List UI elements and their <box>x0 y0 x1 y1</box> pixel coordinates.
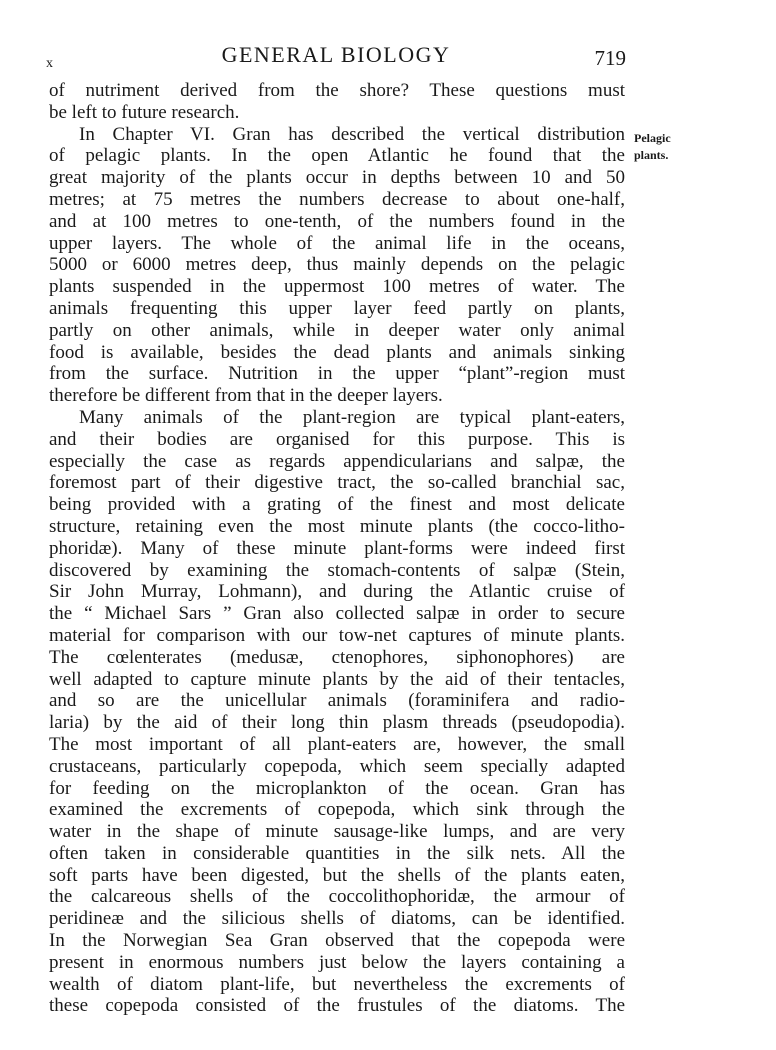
text-line: Many animals of the plant-region are typical plant-eaters, <box>79 406 625 428</box>
text-line: phoridæ). Many of these minute plant-forms were indeed first <box>49 537 625 559</box>
text-line: food is available, besides the dead plants and animals sinking <box>49 341 625 363</box>
text-line: plants suspended in the uppermost 100 metres of water. The <box>49 276 625 298</box>
text-line: material for comparison with our tow-net captures of minute plants. <box>49 624 625 646</box>
text-line: being provided with a grating of the finest and most delicate <box>49 494 625 516</box>
margin-note <box>634 130 671 164</box>
text-line: these copepoda consisted of the frustules of the diatoms. The <box>49 995 625 1017</box>
text-line: water in the shape of minute sausage-like lumps, and are very <box>49 821 625 843</box>
text-line: In the Norwegian Sea Gran observed that the copepoda were <box>49 930 625 952</box>
text-line: The cœlenterates (medusæ, ctenophores, siphonophores) are <box>49 646 625 668</box>
text-line: laria) by the aid of their long thin plasm threads (pseudopodia). <box>49 712 625 734</box>
text-line: and at 100 metres to one-tenth, of the numbers found in the <box>49 210 625 232</box>
text-line: especially the case as regards appendicularians and salpæ, the <box>49 450 625 472</box>
text-line: partly on other animals, while in deeper water only animal <box>49 319 625 341</box>
page-number: 719 <box>594 46 626 70</box>
text-line: be left to future research. <box>49 101 240 123</box>
text-line: discovered by examining the stomach-contents of salpæ (Stein, <box>49 559 625 581</box>
text-line: the “ Michael Sars ” Gran also collected salpæ in order to secure <box>49 603 625 625</box>
text-line: soft parts have been digested, but the shells of the plants eaten, <box>49 864 625 886</box>
text-line: 5000 or 6000 metres deep, thus mainly depends on the pelagic <box>49 254 625 276</box>
text-line: present in enormous numbers just below the layers containing a <box>49 951 625 973</box>
text-line: and so are the unicellular animals (foraminifera and radio- <box>49 690 625 712</box>
text-line: In Chapter VI. Gran has described the vertical distribution <box>79 123 625 145</box>
text-line: animals frequenting this upper layer feed partly on plants, <box>49 297 625 319</box>
text-line: foremost part of their digestive tract, the so-called branchial sac, <box>49 472 625 494</box>
margin-note-line: plants. <box>634 148 669 162</box>
margin-note-line: Pelagic <box>634 131 671 145</box>
text-line: of nutriment derived from the shore? These questions must <box>49 80 625 101</box>
page-header <box>46 42 626 76</box>
text-line: well adapted to capture minute plants by the aid of their tentacles, <box>49 668 625 690</box>
text-line: and their bodies are organised for this purpose. This is <box>49 428 625 450</box>
text-line: wealth of diatom plant-life, but nevertheless the excrements of <box>49 973 625 995</box>
running-title: GENERAL BIOLOGY <box>221 42 451 67</box>
text-line: often taken in considerable quantities in the silk nets. All the <box>49 842 625 864</box>
text-line: from the surface. Nutrition in the upper “plant”-region must <box>49 363 625 385</box>
text-line: peridineæ and the silicious shells of diatoms, can be identified. <box>49 908 625 930</box>
signature-mark: x <box>46 56 53 71</box>
text-line: structure, retaining even the most minute plants (the cocco-litho- <box>49 515 625 537</box>
text-line: great majority of the plants occur in depths between 10 and 50 <box>49 167 625 189</box>
text-line: for feeding on the microplankton of the ocean. Gran has <box>49 777 625 799</box>
body-text <box>49 80 625 1017</box>
text-line: of pelagic plants. In the open Atlantic he found that the <box>49 145 625 167</box>
text-line: The most important of all plant-eaters are, however, the small <box>49 733 625 755</box>
text-line: the calcareous shells of the coccolithophoridæ, the armour of <box>49 886 625 908</box>
text-line: upper layers. The whole of the animal life in the oceans, <box>49 232 625 254</box>
text-line: metres; at 75 metres the numbers decrease to about one-half, <box>49 188 625 210</box>
text-line: examined the excrements of copepoda, which sink through the <box>49 799 625 821</box>
text-line: therefore be different from that in the deeper layers. <box>49 385 443 407</box>
text-line: Sir John Murray, Lohmann), and during the Atlantic cruise of <box>49 581 625 603</box>
text-line: crustaceans, particularly copepoda, which seem specially adapted <box>49 755 625 777</box>
